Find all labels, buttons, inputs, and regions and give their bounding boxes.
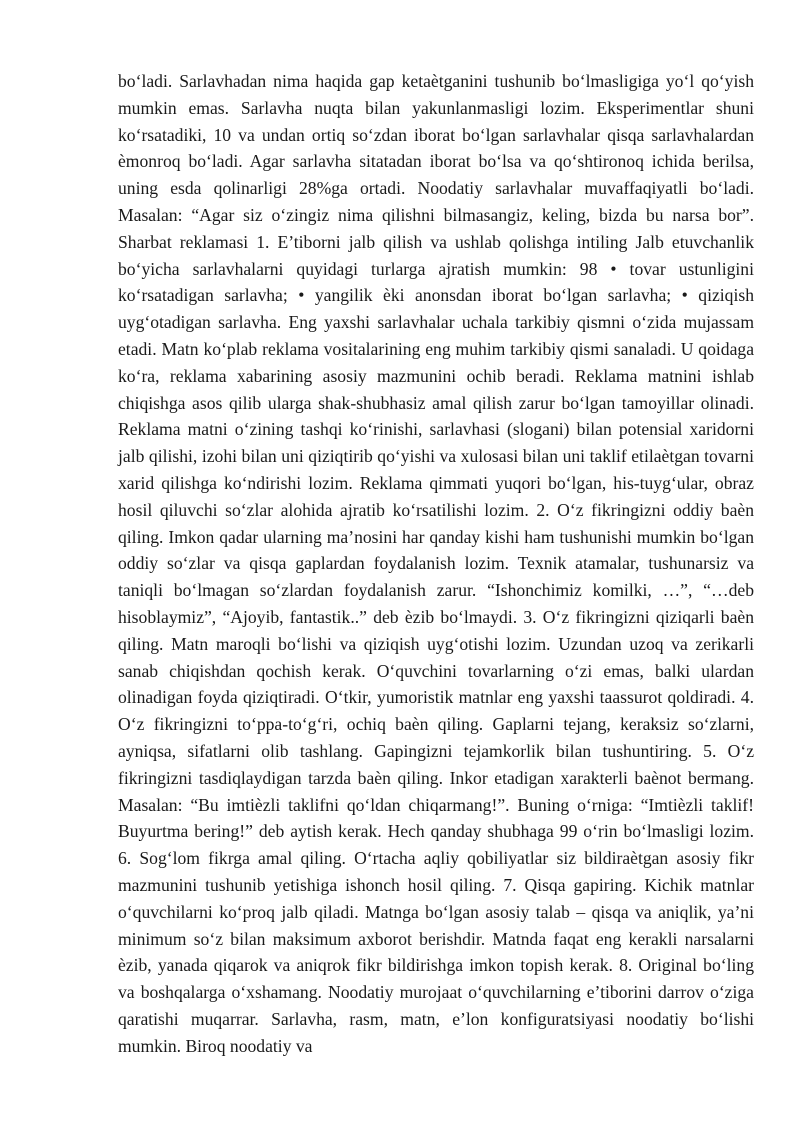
body-paragraph: bo‘ladi. Sarlavhadan nima haqida gap ketaètganini tushunib bo‘lmasligiga yo‘l qo‘yish mumkin emas. Sarlavha nuqta bilan yakunlanmasligi lozim. Eksperimentlar shuni ko‘rsatadiki, 10 va undan ortiq so‘zdan iborat bo‘lgan sarlavhalar qisqa sarlavhalardan èmonroq bo‘ladi. Agar sarlavha sitatadan iborat bo‘lsa va qo‘shtironoq ichida berilsa, uning esda qolinarligi 28%ga ortadi. Noodatiy sarlavhalar muvaffaqiyatli bo‘ladi. Masalan: “Agar siz o‘zingiz nima qilishni bilmasangiz, keling, bizda bu narsa bor”. Sharbat reklamasi 1. E’tiborni jalb qilish va ushlab qolishga intiling Jalb etuvchanlik bo‘yicha sarlavhalarni quyidagi turlarga ajratish mumkin: 98 • tovar ustunligini ko‘rsatadigan sarlavha; • yangilik èki anonsdan iborat bo‘lgan sarlavha; • qiziqish uyg‘otadigan sarlavha. Eng yaxshi sarlavhalar uchala tarkibiy qismni o‘zida mujassam etadi. Matn ko‘plab reklama vositalarining eng muhim tarkibiy qismi sanaladi. U qoidaga ko‘ra, reklama xabarining asosiy mazmunini ochib beradi. Reklama matnini ishlab chiqishga asos qilib ularga shak-shubhasiz amal qilish zarur bo‘lgan tamoyillar olinadi. Reklama matni o‘zining tashqi ko‘rinishi, sarlavhasi (slogani) bilan potensial xaridorni jalb qilishi, izohi bilan uni qiziqtirib qo‘yishi va xulosasi bilan uni taklif etilaètgan tovarni xarid qilishga ko‘ndirishi lozim. Reklama qimmati yuqori bo‘lgan, his-tuyg‘ular, obraz hosil qiluvchi so‘zlar alohida ajratib ko‘rsatilishi lozim. 2. O‘z fikringizni oddiy baèn qiling. Imkon qadar ularning ma’nosini har qanday kishi ham tushunishi mumkin bo‘lgan oddiy so‘zlar va qisqa gaplardan foydalanish lozim. Texnik atamalar, tushunarsiz va taniqli bo‘lmagan so‘zlardan foydalanish zarur. “Ishonchimiz komilki, …”, “…deb hisoblaymiz”, “Ajoyib, fantastik..” deb èzib bo‘lmaydi. 3. O‘z fikringizni qiziqarli baèn qiling. Matn maroqli bo‘lishi va qiziqish uyg‘otishi lozim. Uzundan uzoq va zerikarli sanab chiqishdan qochish kerak. O‘quvchini tovarlarning o‘zi emas, balki ulardan olinadigan foyda qiziqtiradi. O‘tkir, yumoristik matnlar eng yaxshi taassurot qoldiradi. 4. O‘z fikringizni to‘ppa-to‘g‘ri, ochiq baèn qiling. Gaplarni tejang, keraksiz so‘zlarni, ayniqsa, sifatlarni olib tashlang. Gapingizni tejamkorlik bilan tushuntiring. 5. O‘z fikringizni tasdiqlaydigan tarzda baèn qiling. Inkor etadigan xarakterli baènot bermang. Masalan: “Bu imtièzli taklifni qo‘ldan chiqarmang!”. Buning o‘rniga: “Imtièzli taklif! Buyurtma bering!” deb aytish kerak. Hech qanday shubhaga 99 o‘rin bo‘lmasligi lozim. 6. Sog‘lom fikrga amal qiling. O‘rtacha aqliy qobiliyatlar siz bildiraètgan asosiy fikr mazmunini tushunib yetishiga ishonch hosil qiling. 7. Qisqa gapiring. Kichik matnlar o‘quvchilarni ko‘proq jalb qiladi. Matnga bo‘lgan asosiy talab – qisqa va aniqlik, ya’ni minimum so‘z bilan maksimum axborot berishdir. Matnda faqat eng kerakli narsalarni èzib, yanada qiqarok va aniqrok fikr bildirishga imkon topish kerak. 8. Original bo‘ling va boshqalarga o‘xshamang. Noodatiy murojaat o‘quvchilarning e’tiborini darrov o‘ziga qaratishi muqarrar. Sarlavha, rasm, matn, e’lon konfiguratsiyasi noodatiy bo‘lishi mumkin. Biroq noodatiy va bbox=[118, 71, 754, 1056]
document-page bbox=[118, 68, 754, 1059]
